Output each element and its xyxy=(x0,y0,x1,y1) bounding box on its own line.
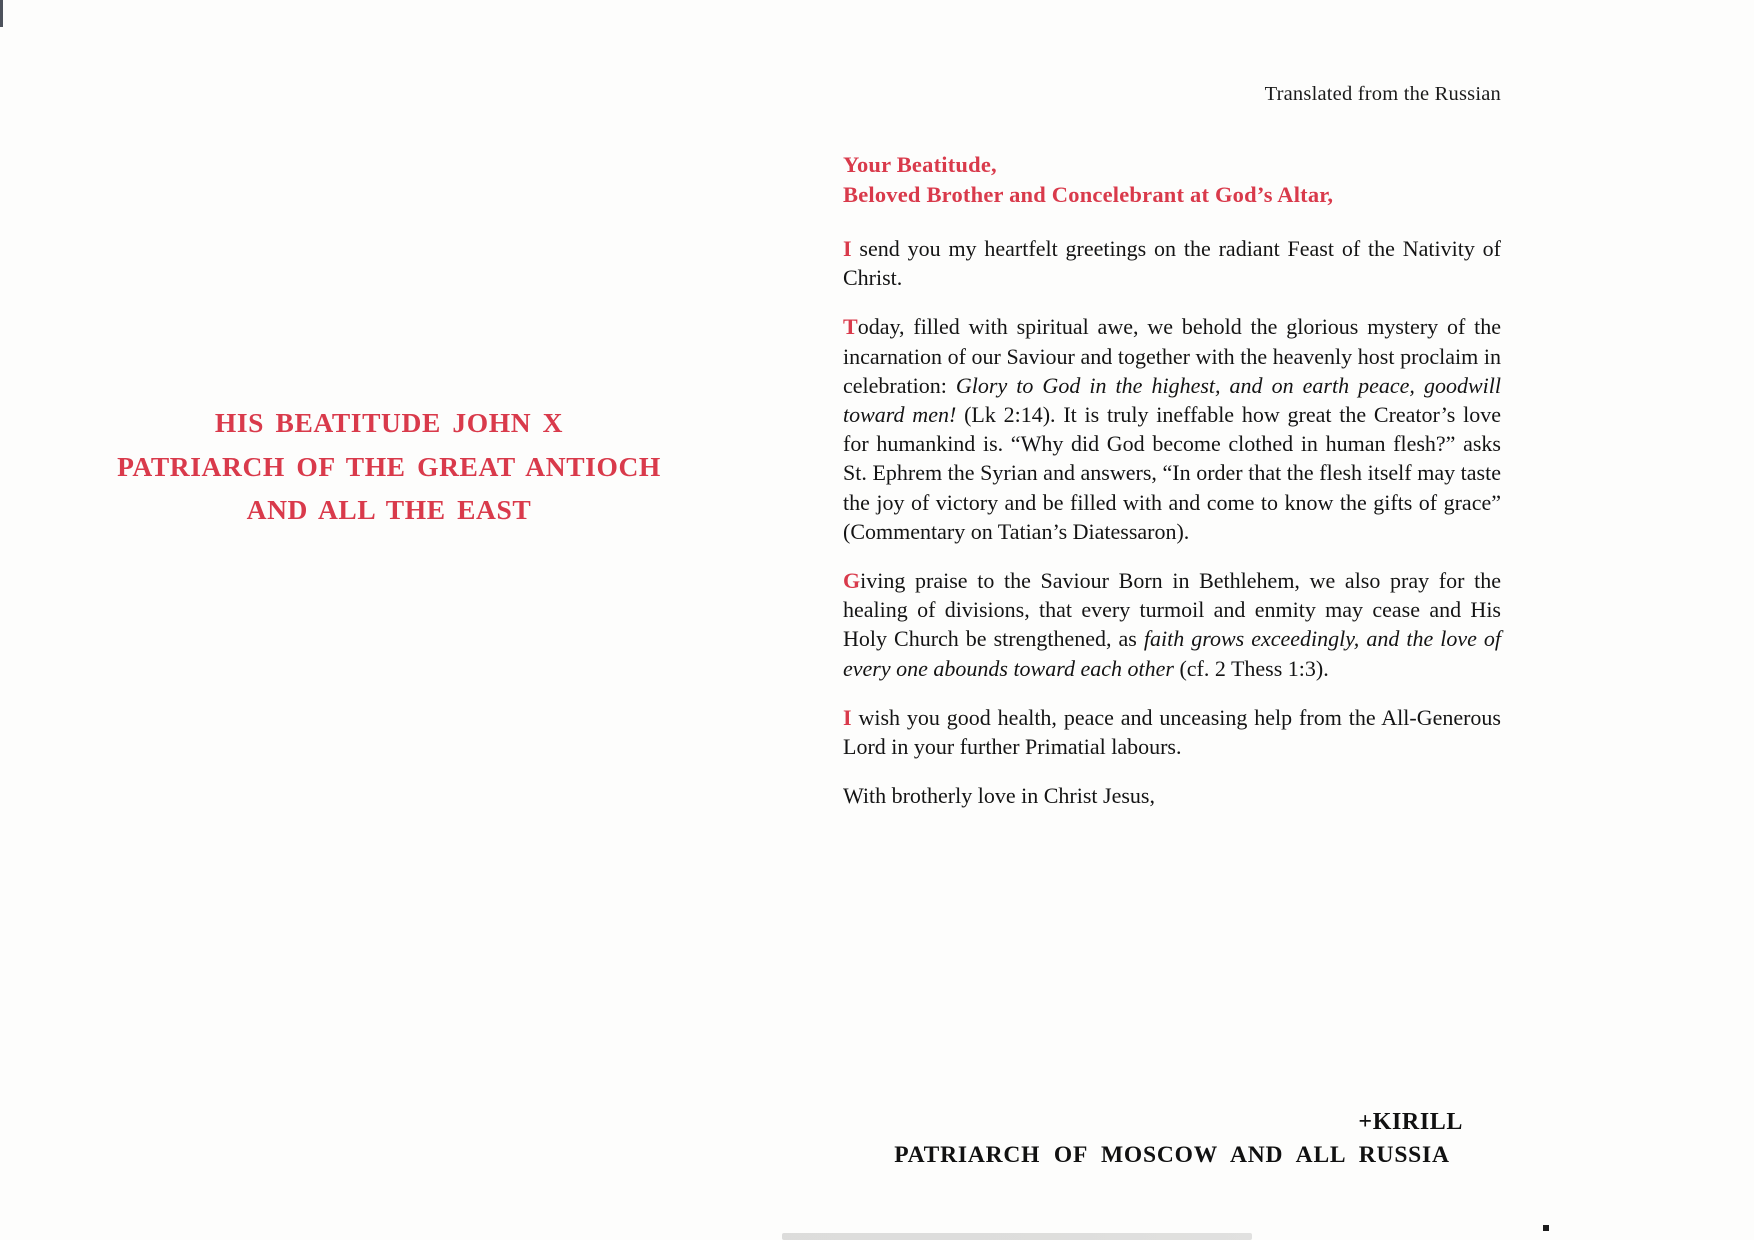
paragraph-text-segment: Glory to God in the highest, and on earth peace, goodwill toward men! xyxy=(843,372,1501,428)
paragraph-lead-initial: G xyxy=(843,568,861,594)
letter-paragraph xyxy=(843,234,1501,292)
paragraph-text-segment: faith grows exceedingly, and the love of every one abounds toward each other xyxy=(843,626,1502,681)
salutation-line: Your Beatitude, xyxy=(843,152,997,177)
letter-paragraph xyxy=(843,781,1501,810)
salutation-line: Beloved Brother and Concelebrant at God’s Altar, xyxy=(843,182,1334,207)
paragraph-text-segment: With brotherly love in Christ Jesus, xyxy=(843,783,1155,809)
signature-name: +KIRILL xyxy=(1358,1109,1463,1135)
paragraph-text-segment: wish you good health, peace and unceasing help from the All-Generous Lord in your further Primatial labours. xyxy=(843,704,1501,760)
addressee-title-block xyxy=(58,401,720,532)
letter-paragraph xyxy=(843,566,1501,683)
letter-paragraph xyxy=(843,703,1501,761)
scan-edge-artifact xyxy=(0,0,3,27)
scan-shadow-artifact xyxy=(782,1233,1252,1240)
addressee-title-line: HIS BEATITUDE JOHN X xyxy=(214,407,564,438)
paragraph-text-segment: (cf. 2 Thess 1:3). xyxy=(1173,655,1329,681)
letter-body xyxy=(843,234,1501,810)
letter-paragraph xyxy=(843,312,1501,546)
translation-note: Translated from the Russian xyxy=(1264,83,1501,105)
scan-speck-artifact xyxy=(1543,1225,1549,1231)
paragraph-text-segment: oday, filled with spiritual awe, we behold the glorious mystery of the incarnation of our Saviour and together with the heavenly host proclaim in celebration: xyxy=(843,314,1501,398)
paragraph-lead-initial: I xyxy=(843,236,852,261)
signature-block xyxy=(843,1106,1501,1172)
paragraph-lead-initial: I xyxy=(843,704,852,730)
paragraph-lead-initial: T xyxy=(843,314,858,340)
salutation xyxy=(843,150,1501,210)
addressee-title-line: AND ALL THE EAST xyxy=(246,494,532,525)
paragraph-text-segment: (Lk 2:14). It is truly ineffable how great the Creator’s love for humankind is. “Why did God become clothed in human flesh?” asks St. Ephrem the Syrian and answers, “In order that the flesh itself may taste the joy of victory and be filled with and come to know the gifts of grace” (Commentary on Tatian’s Diatessaron). xyxy=(843,402,1501,544)
paragraph-text-segment: iving praise to the Saviour Born in Bethlehem, we also pray for the healing of divisions, that every turmoil and enmity may cease and His Holy Church be strengthened, as xyxy=(843,568,1501,652)
paragraph-text-segment: send you my heartfelt greetings on the radiant Feast of the Nativity of Christ. xyxy=(843,236,1501,291)
addressee-title-line: PATRIARCH OF THE GREAT ANTIOCH xyxy=(117,450,661,482)
letter-column xyxy=(843,150,1501,830)
signature-title: PATRIARCH OF MOSCOW AND ALL RUSSIA xyxy=(894,1142,1450,1168)
